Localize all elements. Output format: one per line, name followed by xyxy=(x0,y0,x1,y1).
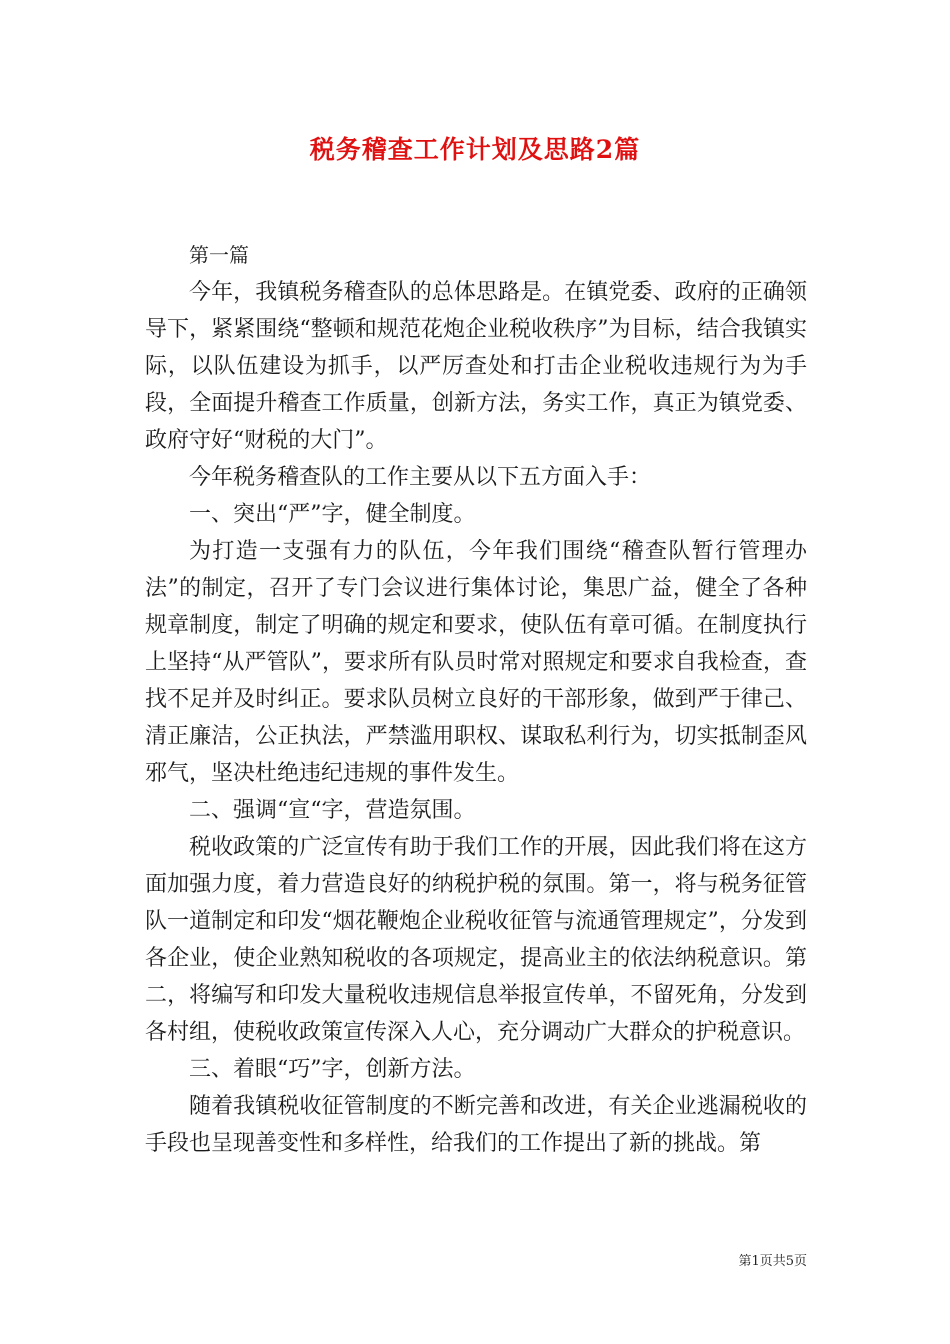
paragraph-overview: 今年税务稽查队的工作主要从以下五方面入手： xyxy=(189,465,652,490)
document-body xyxy=(145,237,807,1162)
paragraph-point-two: 税收政策的广泛宣传有助于我们工作的开展，因此我们将在这方面加强力度，着力营造良好的纳税护税的氛围。第一，将与税务征管队一道制定和印发“烟花鞭炮企业税收征管与流通管理规定”，分发到各企业，使企业熟知税收的各项规定，提高业主的依法纳税意识。第二，将编写和印发大量税收违规信息举报宣传单，不留死角，分发到各村组，使税收政策宣传深入人心，充分调动广大群众的护税意识。 xyxy=(145,835,807,1045)
page-number-footer: 第1页共5页 xyxy=(738,1254,807,1269)
paragraph-point-one: 为打造一支强有力的队伍，今年我们围绕“稽查队暂行管理办法”的制定，召开了专门会议进行集体讨论，集思广益，健全了各种规章制度，制定了明确的规定和要求，使队伍有章可循。在制度执行上坚持“从严管队”，要求所有队员时常对照规定和要求自我检查，查找不足并及时纠正。要求队员树立良好的干部形象，做到严于律己、清正廉洁，公正执法，严禁滥用职权、谋取私利行为，切实抵制歪风邪气，坚决杜绝违纪违规的事件发生。 xyxy=(145,539,807,786)
paragraph-intro: 今年，我镇税务稽查队的总体思路是。在镇党委、政府的正确领导下，紧紧围绕“整顿和规范花炮企业税收秩序”为目标，结合我镇实际，以队伍建设为抓手，以严厉查处和打击企业税收违规行为为手段，全面提升稽查工作质量，创新方法，务实工作，真正为镇党委、政府守好“财税的大门”。 xyxy=(145,280,807,453)
heading-point-two: 二、强调“宣“字，营造氛围。 xyxy=(189,798,476,823)
heading-point-three: 三、着眼“巧”字，创新方法。 xyxy=(189,1057,476,1082)
document-title: 税务稽查工作计划及思路2篇 xyxy=(309,135,641,164)
heading-point-one: 一、突出“严”字，健全制度。 xyxy=(189,502,476,527)
section-label: 第一篇 xyxy=(189,243,249,267)
paragraph-point-three: 随着我镇税收征管制度的不断完善和改进，有关企业逃漏税收的手段也呈现善变性和多样性，给我们的工作提出了新的挑战。第 xyxy=(145,1094,807,1156)
